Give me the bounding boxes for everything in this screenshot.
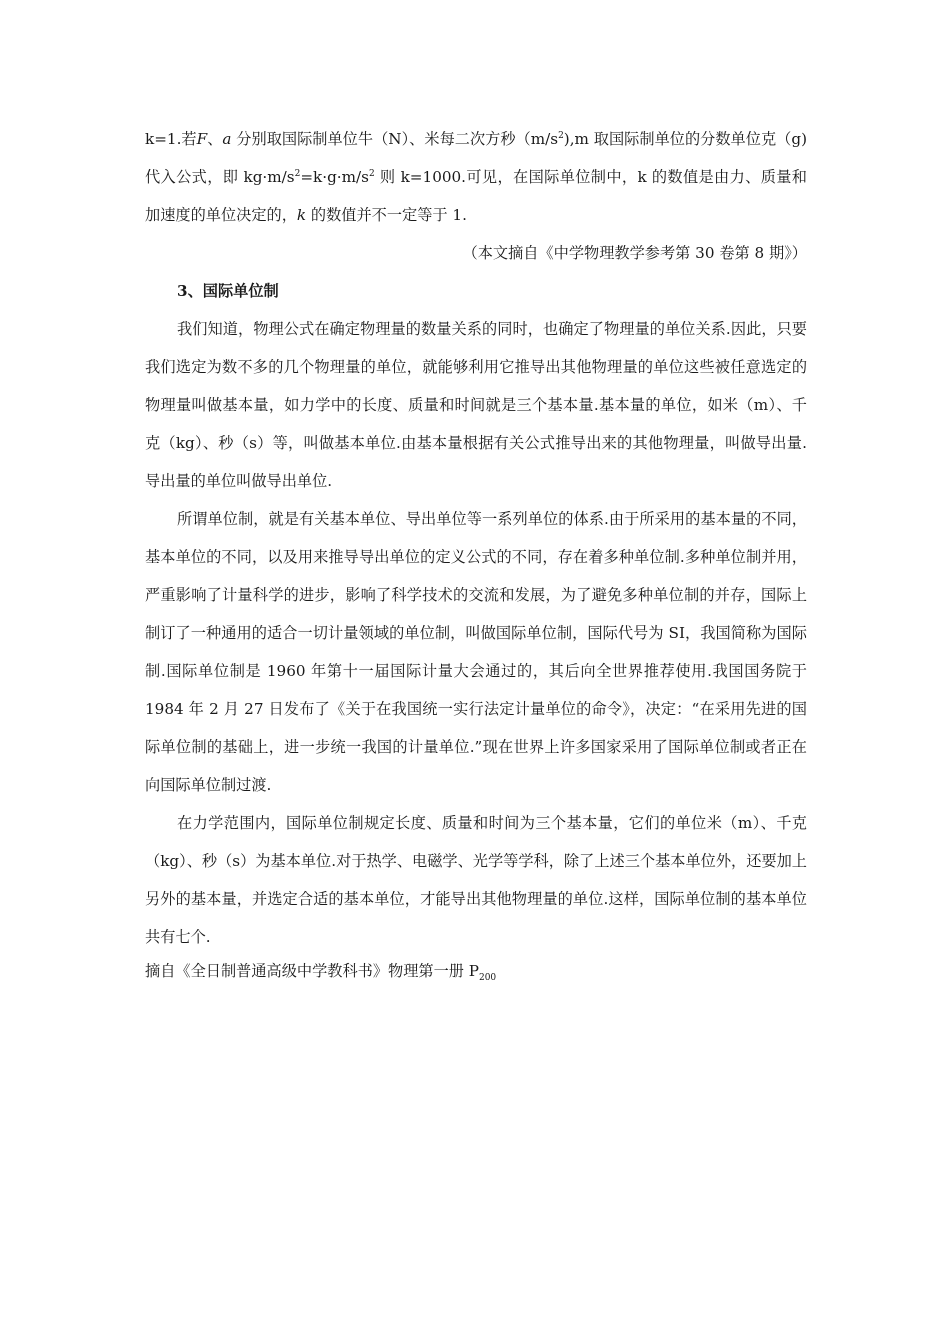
exponent: 2 [368, 168, 375, 179]
symbol-force: F [196, 130, 208, 148]
text-run: 的数值并不一定等于 1. [306, 206, 467, 224]
paragraph-3: 在力学范围内，国际单位制规定长度、质量和时间为三个基本量，它们的单位米（m）、千克（kg）、秒（s）为基本单位.对于热学、电磁学、光学等学科，除了上述三个基本单位外，还要加上另外的基本量，并选定合适的基本单位，才能导出其他物理量的单位.这样，国际单位制的基本单位共有七个. [145, 814, 807, 946]
text-run: 、 [207, 130, 223, 148]
citation-journal: （本文摘自《中学物理教学参考第 30 卷第 8 期》） [462, 244, 807, 262]
paragraph-1: 我们知道，物理公式在确定物理量的数量关系的同时，也确定了物理量的单位关系.因此，只要我们选定为数不多的几个物理量的单位，就能够利用它推导出其他物理量的单位这些被任意选定的物理量叫做基本量，如力学中的长度、质量和时间就是三个基本量.基本量的单位，如米（m）、千克（kg）、秒（s）等，叫做基本单位.由基本量根据有关公式推导出来的其他物理量，叫做导出量.导出量的单位叫做导出单位. [145, 320, 807, 490]
paragraph-2: 所谓单位制，就是有关基本单位、导出单位等一系列单位的体系.由于所采用的基本量的不同，基本单位的不同，以及用来推导导出单位的定义公式的不同，存在着多种单位制.多种单位制并用，严重影响了计量科学的进步，影响了科学技术的交流和发展，为了避免多种单位制的并存，国际上制订了一种通用的适合一切计量领域的单位制，叫做国际单位制，国际代号为 SI，我国简称为国际制.国际单位制是 1960 年第十一届国际计量大会通过的，其后向全世界推荐使用.我国国务院于 1984 年 2 月 27 日发布了《关于在我国统一实行法定计量单位的命令》，决定：“在采用先进的国际单位制的基础上，进一步统一我国的计量单位.”现在世界上许多国家采用了国际单位制或者正在向国际单位制过渡. [145, 510, 807, 794]
symbol-acceleration: a [222, 130, 232, 148]
intro-paragraph [145, 120, 807, 234]
text-run: k=1.若 [145, 130, 197, 148]
citation-textbook [145, 956, 807, 986]
exponent: 2 [558, 130, 564, 141]
text-run: =k·g·m/s [300, 168, 369, 186]
text-run: 分别取国际制单位牛（N）、米每二次方秒（m/s [231, 130, 559, 148]
citation-text: 摘自《全日制普通高级中学教科书》物理第一册 P [145, 962, 479, 980]
section-heading: 3、国际单位制 [177, 282, 279, 300]
page-subscript: 200 [478, 973, 497, 984]
text-run: 则 k=1000.可见，在国际单位制中，k 的数值是由力、质量和加速度的单位决定的， [145, 168, 807, 224]
symbol-k: k [296, 206, 307, 224]
text-run: ),m 取国际制单位的分数单位克（g)代入公式，即 kg·m/s [145, 130, 807, 186]
document-page [145, 120, 807, 986]
exponent: 2 [294, 168, 301, 179]
